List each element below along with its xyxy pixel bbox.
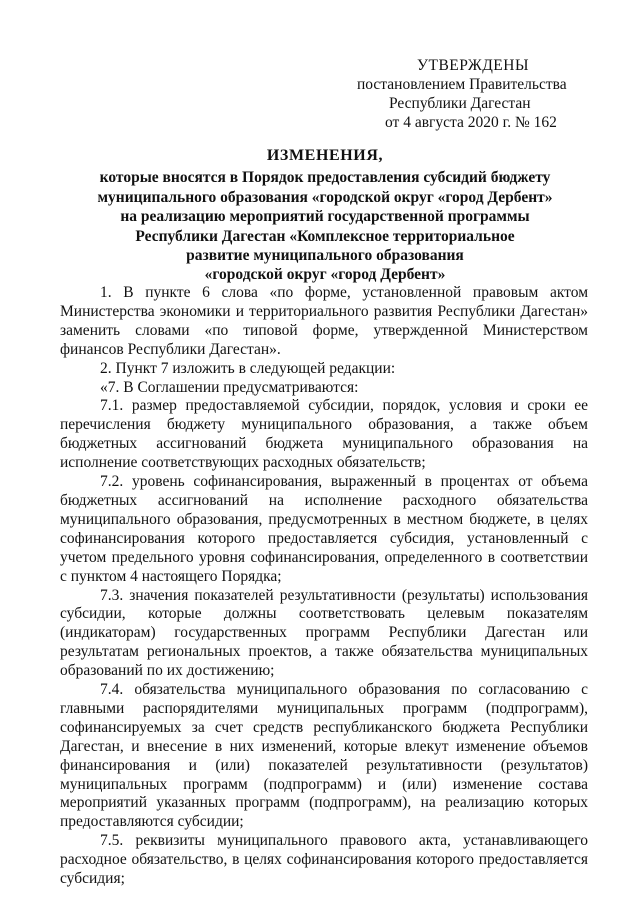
paragraph-7: «7. В Соглашении предусматриваются: [100,378,359,396]
document-body [60,284,588,889]
approval-title: УТВЕРЖДЕНЫ [417,57,529,74]
heading-line: которые вносятся в Порядок предоставления субсидий бюджету [99,169,551,187]
heading-title: ИЗМЕНЕНИЯ, [266,147,384,164]
approval-line-date: от 4 августа 2020 г. № 162 [385,114,557,131]
document-heading [60,146,590,285]
paragraph-2: 2. Пункт 7 изложить в следующей редакции: [100,359,396,377]
paragraph-7-4: 7.4. обязательства муниципального образования по согласованию с главными распорядителями муниципальных программ (подпрограмм), софинансируемых за счет средств республиканского бюджета Республики Дагестан, и внесение в них изменений, которые влекут изменение объемов финансирования и (или) показателей результативности (результатов) муниципальных программ (подпрограмм) и (или) изменение состава мероприятий указанных программ (подпрограмм), на реализацию которых предоставляются субсидии; [60,681,588,831]
paragraph-1: 1. В пункте 6 слова «по форме, установленной правовым актом Министерства экономики и территориального развития Республики Дагестан» заменить словами «по типовой форме, утвержденной Министерством финансов Республики Дагестан». [60,284,588,358]
paragraph-7-3: 7.3. значения показателей результативности (результаты) использования субсидии, которые должны соответствовать целевым показателям (индикаторам) государственных программ Республики Дагестан или результатам региональных проектов, а также обязательства муниципальных образований по их достижению; [60,586,588,680]
heading-line: Республики Дагестан «Комплексное территориальное [135,227,515,245]
heading-line: на реализацию мероприятий государственной программы [120,208,530,226]
heading-line: муниципального образования «городской округ «город Дербент» [97,188,553,206]
paragraph-7-5: 7.5. реквизиты муниципального правового акта, устанавливающего расходное обязательство, в целях софинансирования которого предоставляется субсидия; [60,832,588,888]
approval-line-region: Республики Дагестан [389,95,531,112]
paragraph-7-1: 7.1. размер предоставляемой субсидии, порядок, условия и сроки ее перечисления бюджету муниципального образования, а также объем бюджетных ассигнований бюджета муниципального образования на исполнение соответствующих расходных обязательств; [60,397,588,472]
approval-line-authority: постановлением Правительства [357,76,567,93]
paragraph-7-2: 7.2. уровень софинансирования, выраженный в процентах от объема бюджетных ассигнований на исполнение расходного обязательства муниципального образования, предусмотренных в местном бюджете, в целях софинансирования которого предоставляется субсидия, установленный с учетом предельного уровня софинансирования, определенного в соответствии с пунктом 4 настоящего Порядка; [60,473,588,585]
heading-line: развитие муниципального образования [186,247,464,265]
heading-line: «городской округ «город Дербент» [204,266,446,284]
approval-stamp [355,56,585,132]
